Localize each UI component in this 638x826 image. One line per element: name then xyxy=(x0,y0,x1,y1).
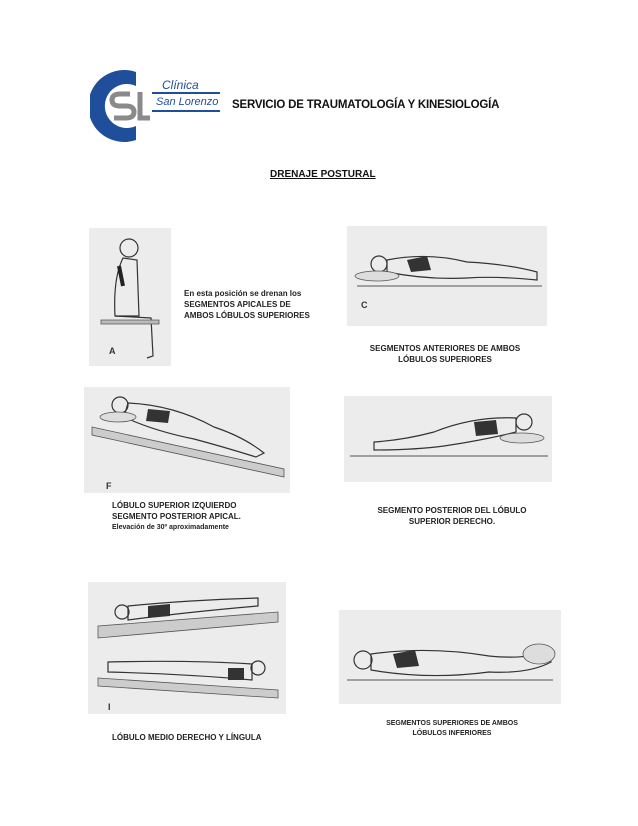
figure-g-caption-line1: SEGMENTOS SUPERIORES DE AMBOS xyxy=(386,720,518,727)
figure-c-caption-line2: LÓBULOS SUPERIORES xyxy=(398,355,492,364)
figure-a-caption-line2: SEGMENTOS APICALES DE xyxy=(184,300,291,309)
figure-a-caption xyxy=(184,288,310,321)
figure-d-caption xyxy=(362,505,542,527)
figure-i-letter: I xyxy=(108,702,111,712)
page-header-title: SERVICIO DE TRAUMATOLOGÍA Y KINESIOLOGÍA xyxy=(232,99,500,111)
figure-g-image xyxy=(339,610,561,704)
logo-text-san-lorenzo: San Lorenzo xyxy=(156,96,219,108)
figure-f-caption-line2: SEGMENTO POSTERIOR APICAL. xyxy=(112,512,241,521)
section-title: DRENAJE POSTURAL xyxy=(270,169,376,180)
figure-d-caption-line1: SEGMENTO POSTERIOR DEL LÓBULO xyxy=(377,506,527,515)
figure-i-caption: LÓBULO MEDIO DERECHO Y LÍNGULA xyxy=(112,733,262,742)
figure-a-caption-line3: AMBOS LÓBULOS SUPERIORES xyxy=(184,311,310,320)
figure-f-caption-line1: LÓBULO SUPERIOR IZQUIERDO xyxy=(112,501,237,510)
logo-text-clinica: Clínica xyxy=(162,78,199,92)
figure-c-letter: C xyxy=(361,300,368,310)
figure-c-caption-line1: SEGMENTOS ANTERIORES DE AMBOS xyxy=(369,344,521,353)
figure-a-image xyxy=(89,228,171,366)
clinic-logo xyxy=(90,66,230,146)
figure-a-letter: A xyxy=(109,346,116,356)
figure-g-caption xyxy=(372,719,532,739)
figure-c-image xyxy=(347,226,547,326)
figure-i-image xyxy=(88,582,286,714)
figure-f-caption-line3: Elevación de 30º aproximadamente xyxy=(112,524,229,531)
figure-a-caption-line1: En esta posición se drenan los xyxy=(184,289,302,298)
figure-f-caption xyxy=(112,500,241,533)
figure-f-image xyxy=(84,387,290,493)
figure-d-caption-line2: SUPERIOR DERECHO. xyxy=(408,517,496,526)
figure-d-image xyxy=(344,396,552,482)
figure-g-caption-line2: LÓBULOS INFERIORES xyxy=(412,730,492,737)
figure-f-letter: F xyxy=(106,481,112,491)
figure-c-caption xyxy=(360,343,530,365)
